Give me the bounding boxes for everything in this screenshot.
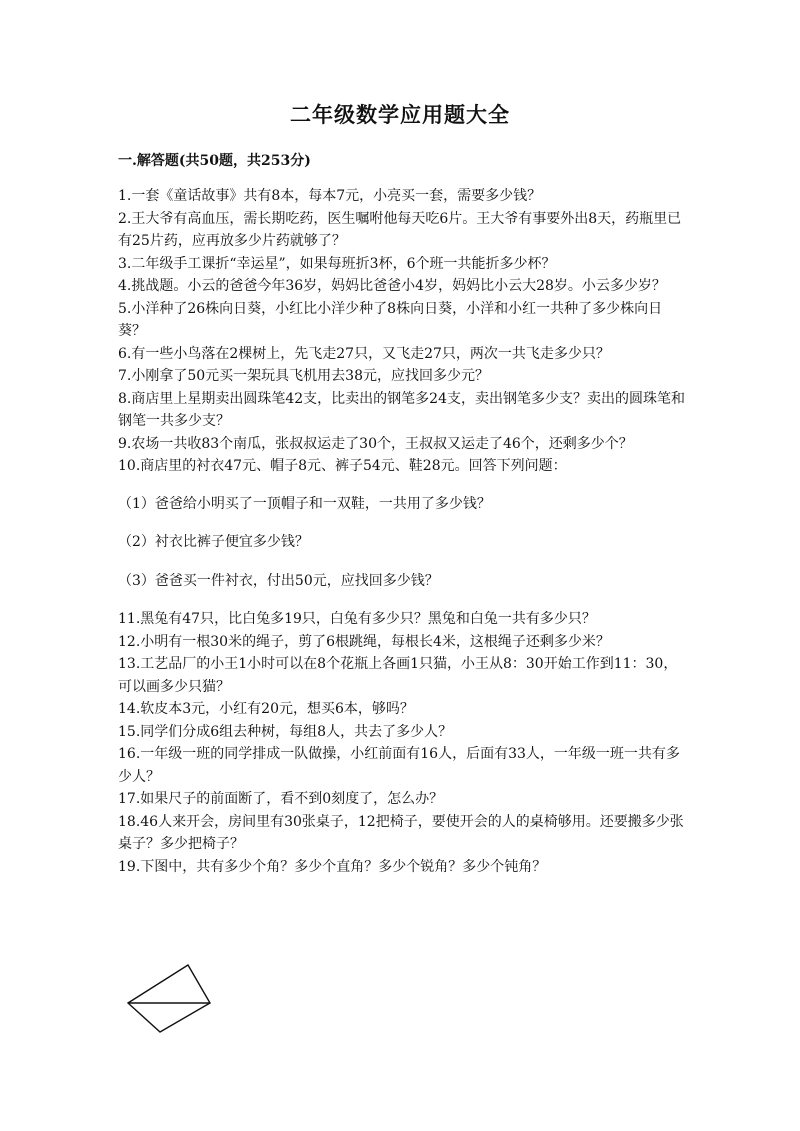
- question-8: 8.商店里上星期卖出圆珠笔42支，比卖出的钢笔多24支，卖出钢笔多少支？卖出的圆珠笔和钢笔一共多少支？: [118, 390, 685, 429]
- question-16: 16.一年级一班的同学排成一队做操，小红前面有16人，后面有33人，一年级一班一共有多少人？: [118, 746, 680, 785]
- sub-question-1: （1）爸爸给小明买了一顶帽子和一双鞋，一共用了多少钱？: [118, 495, 491, 512]
- question-5: 5.小洋种了26株向日葵，小红比小洋少种了8株向日葵，小洋和小红一共种了多少株向日葵？: [118, 300, 663, 339]
- question-4: 4.挑战题。小云的爸爸今年36岁，妈妈比爸爸小4岁，妈妈比小云大28岁。小云多少岁？: [118, 278, 666, 294]
- section-heading: 一.解答题(共50题，共253分): [118, 153, 311, 169]
- question-6: 6.有一些小鸟落在2棵树上，先飞走27只，又飞走27只，两次一共飞走多少只？: [118, 345, 610, 362]
- question-10: 10.商店里的衬衣47元、帽子8元、裤子54元、鞋28元。回答下列问题：: [118, 458, 567, 474]
- question-17: 17.如果尺子的前面断了，看不到0刻度了，怎么办？: [118, 791, 444, 807]
- question-12: 12.小明有一根30米的绳子，剪了6根跳绳，每根长4米，这根绳子还剩多少米？: [118, 633, 610, 650]
- question-3: 3.二年级手工课折“幸运星”，如果每班折3杯，6个班一共能折多少杯？: [118, 255, 556, 272]
- question-1: 1.一套《童话故事》共有8本，每本7元，小亮买一套，需要多少钱？: [118, 188, 542, 204]
- question-13: 13.工艺品厂的小王1小时可以在8个花瓶上各画1只猫，小王从8：30开始工作到11：30，可以画多少只猫？: [118, 656, 678, 695]
- question-2: 2.王大爷有高血压，需长期吃药，医生嘱咐他每天吃6片。王大爷有事要外出8天，药瓶里已有25片药，应再放多少片药就够了？: [118, 210, 682, 249]
- question-14: 14.软皮本3元，小红有20元，想买6本，够吗？: [118, 701, 414, 717]
- sub-question-3: （3）爸爸买一件衬衣，付出50元，应找回多少钱？: [118, 572, 439, 589]
- question-11: 11.黑兔有47只，比白兔多19只，白兔有多少只？黑兔和白兔一共有多少只？: [118, 611, 596, 627]
- question-9: 9.农场一共收83个南瓜，张叔叔运走了30个，王叔叔又运走了46个，还剩多少个？: [118, 435, 633, 452]
- page-title: 二年级数学应用题大全: [290, 102, 510, 127]
- angle-figure: [118, 960, 218, 1035]
- question-7: 7.小刚拿了50元买一架玩具飞机用去38元，应找回多少元？: [118, 368, 489, 384]
- question-15: 15.同学们分成6组去种树，每组8人，共去了多少人？: [118, 723, 453, 740]
- question-list: [118, 185, 688, 878]
- sub-question-2: （2）衬衣比裤子便宜多少钱？: [118, 534, 309, 550]
- question-19: 19.下图中，共有多少个角？多少个直角？多少个锐角？多少个钝角？: [118, 858, 547, 875]
- question-18: 18.46人来开会，房间里有30张桌子，12把椅子，要使开会的人的桌椅够用。还要搬多少张桌子？多少把椅子？: [118, 813, 684, 852]
- angle-figure-outline: [128, 965, 210, 1032]
